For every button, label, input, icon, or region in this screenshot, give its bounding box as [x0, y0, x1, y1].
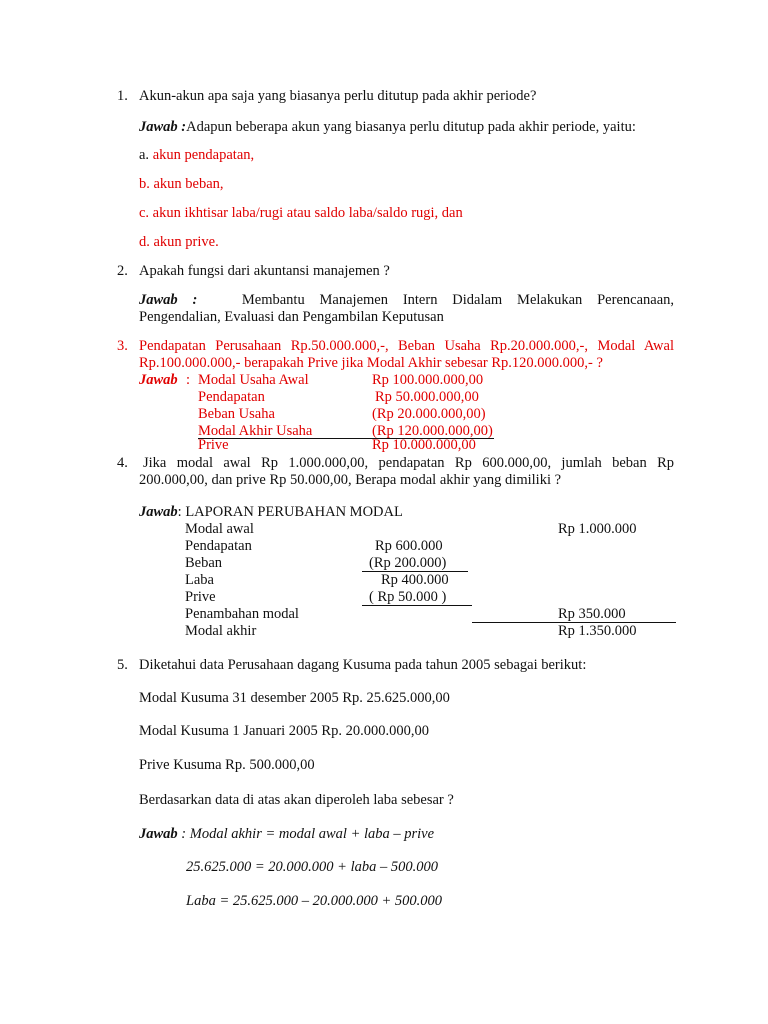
q4-row-mid: ( Rp 50.000 ) — [369, 589, 447, 605]
q4-row-mid: Rp 400.000 — [381, 572, 449, 588]
q2-answer-line2: Pengendalian, Evaluasi dan Pengambilan Keputusan — [139, 309, 444, 325]
q3-row-label: Prive — [198, 437, 229, 453]
q3-row-value: Rp 10.000.000,00 — [372, 437, 476, 453]
q2-answer-line1 — [139, 292, 674, 309]
q1-item-a — [139, 147, 254, 164]
q2-number: 2. — [117, 263, 128, 279]
q4-row-mid: Rp 600.000 — [375, 538, 443, 554]
q5-question: Berdasarkan data di atas akan diperoleh laba sebesar ? — [139, 792, 454, 808]
q4-row-right: Rp 1.000.000 — [558, 521, 637, 537]
q5-formula-3: Laba = 25.625.000 – 20.000.000 + 500.000 — [186, 893, 443, 909]
jawab-label: Jawab — [139, 826, 178, 842]
q5-data-line: Prive Kusuma Rp. 500.000,00 — [139, 757, 315, 773]
q1-item-a-text: akun pendapatan, — [152, 147, 255, 163]
q4-row-right: Rp 1.350.000 — [558, 623, 637, 639]
q4-row-label: Beban — [185, 555, 223, 571]
q1-item-c: c. akun ikhtisar laba/rugi atau saldo laba/saldo rugi, dan — [139, 205, 463, 221]
q4-row-label: Penambahan modal — [185, 606, 299, 622]
q3-row-value: (Rp 20.000.000,00) — [372, 406, 486, 422]
q3-row-label: Pendapatan — [198, 389, 265, 405]
q5-intro: Diketahui data Perusahaan dagang Kusuma pada tahun 2005 sebagai berikut: — [139, 657, 587, 673]
q1-question: Akun-akun apa saja yang biasanya perlu ditutup pada akhir periode? — [139, 88, 537, 104]
q4-prive-rule — [362, 605, 472, 606]
q5-formula-text: : Modal akhir = modal awal + laba – prive — [177, 826, 435, 842]
q3-row-label: Beban Usaha — [198, 406, 275, 422]
q1-answer-text: Adapun beberapa akun yang biasanya perlu ditutup pada akhir periode, yaitu: — [186, 119, 636, 135]
q5-data-line: Modal Kusuma 31 desember 2005 Rp. 25.625.000,00 — [139, 690, 450, 706]
q4-question-line2: 200.000,00, dan prive Rp 50.000,00, Berapa modal akhir yang dimiliki ? — [139, 472, 562, 488]
q3-question-line2: Rp.100.000.000,- berapakah Prive jika Modal Akhir sebesar Rp.120.000.000,- ? — [139, 355, 603, 371]
q5-number: 5. — [117, 657, 128, 673]
q5-formula-1 — [139, 826, 434, 843]
q1-answer — [139, 119, 636, 136]
q4-row-label: Modal akhir — [185, 623, 257, 639]
q2-answer-text-1: Membantu Manajemen Intern Didalam Melakukan Perencanaan, — [241, 292, 675, 308]
q3-row-value: Rp 100.000.000,00 — [372, 372, 484, 388]
q4-row-label: Prive — [185, 589, 216, 605]
jawab-label: Jawab — [139, 504, 178, 520]
q4-row-label: Pendapatan — [185, 538, 252, 554]
q1-item-b: b. akun beban, — [139, 176, 224, 192]
q1-item-a-prefix: a. — [139, 147, 153, 163]
q5-formula-2: 25.625.000 = 20.000.000 + laba – 500.000 — [186, 859, 438, 875]
q3-row-value: Rp 50.000.000,00 — [375, 389, 479, 405]
jawab-label: Jawab : — [139, 292, 198, 308]
q3-row-value: (Rp 120.000.000,00) — [372, 423, 493, 439]
q3-colon: : — [186, 372, 191, 388]
q3-question-line1: Pendapatan Perusahaan Rp.50.000.000,-, Beban Usaha Rp.20.000.000,-, Modal Awal — [139, 338, 674, 354]
q3-row-label: Modal Usaha Awal — [198, 372, 309, 388]
q4-question-line1: Jika modal awal Rp 1.000.000,00, pendapatan Rp 600.000,00, jumlah beban Rp — [143, 455, 674, 471]
q3-jawab-label: Jawab — [139, 372, 178, 388]
q3-row-label: Modal Akhir Usaha — [198, 423, 313, 439]
q4-number: 4. — [117, 455, 128, 471]
q4-row-label: Modal awal — [185, 521, 254, 537]
q2-question: Apakah fungsi dari akuntansi manajemen ? — [139, 263, 390, 279]
jawab-label: Jawab : — [139, 119, 187, 135]
report-title: : LAPORAN PERUBAHAN MODAL — [177, 504, 403, 520]
q3-number: 3. — [117, 338, 128, 354]
q4-row-label: Laba — [185, 572, 214, 588]
q4-row-mid: (Rp 200.000) — [369, 555, 447, 571]
q4-answer-heading — [139, 504, 403, 521]
q4-row-right: Rp 350.000 — [558, 606, 626, 622]
q1-item-d: d. akun prive. — [139, 234, 219, 250]
q5-data-line: Modal Kusuma 1 Januari 2005 Rp. 20.000.000,00 — [139, 723, 429, 739]
q1-number: 1. — [117, 88, 128, 104]
